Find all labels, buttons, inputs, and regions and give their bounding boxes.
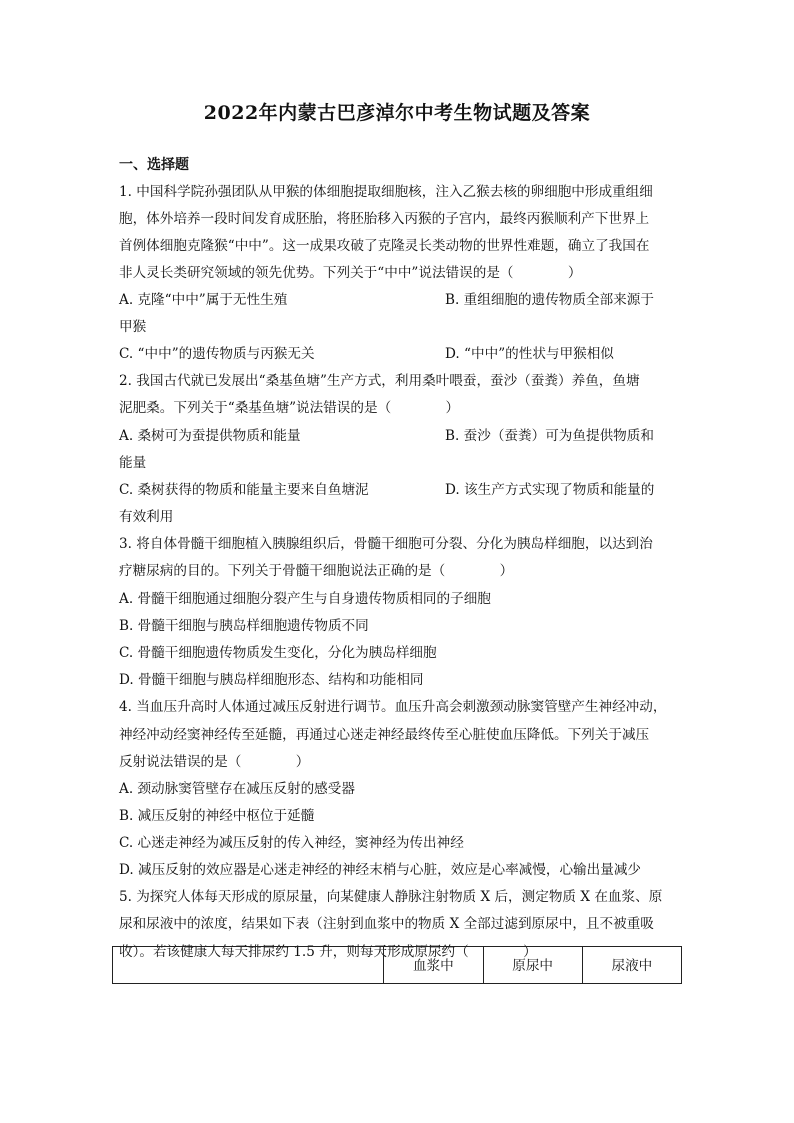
q5-stem-line: 尿和尿液中的浓度，结果如下表（注射到血浆中的物质 X 全部过滤到原尿中，且不被重吸 [119,916,654,932]
table-header-cell [113,947,384,984]
q2-stem-line: 泥肥桑。下列关于“桑基鱼塘”说法错误的是（ ） [119,400,460,416]
q4-stem-line: 神经冲动经窦神经传至延髓，再通过心迷走神经最终传至心脏使血压降低。下列关于减压 [119,727,650,743]
q2-option-d: D. 该生产方式实现了物质和能量的 [445,482,655,498]
section-heading: 一、选择题 [119,157,189,173]
q1-option-a: A. 克隆“中中”属于无性生殖 [119,292,288,308]
q4-stem-line: 反射说法错误的是（ ） [119,754,310,770]
table-header-cell: 尿液中 [582,947,681,984]
q3-option-a: A. 骨髓干细胞通过细胞分裂产生与自身遗传物质相同的子细胞 [119,591,491,607]
q2-stem-line: 2. 我国古代就已发展出“桑基鱼塘”生产方式，利用桑叶喂蚕，蚕沙（蚕粪）养鱼，鱼塘 [119,373,640,389]
q3-stem-line: 3. 将自体骨髓干细胞植入胰腺组织后，骨髓干细胞可分裂、分化为胰岛样细胞，以达到治 [119,536,653,552]
q4-option-b: B. 减压反射的神经中枢位于延髓 [119,808,315,824]
q1-option-b: B. 重组细胞的遗传物质全部来源于 [445,292,654,308]
q4-option-d: D. 减压反射的效应器是心迷走神经的神经末梢与心脏，效应是心率减慢，心输出量减少 [119,862,642,878]
q5-table [112,946,682,984]
table-header-cell: 血浆中 [384,947,483,984]
q1-stem-line: 首例体细胞克隆猴“中中”。这一成果攻破了克隆灵长类动物的世界性难题，确立了我国在 [119,238,650,254]
table-header-cell: 原尿中 [483,947,582,984]
q3-option-b: B. 骨髓干细胞与胰岛样细胞遗传物质不同 [119,618,369,634]
q2-option-c: C. 桑树获得的物质和能量主要来自鱼塘泥 [119,482,369,498]
q5-stem-line: 5. 为探究人体每天形成的原尿量，向某健康人静脉注射物质 X 后，测定物质 X 在血浆、原 [119,889,663,905]
q3-option-c: C. 骨髓干细胞遗传物质发生变化，分化为胰岛样细胞 [119,645,437,661]
table-row [113,947,682,984]
q5-stem-line: 收）。若该健康人每天排尿约 1.5 升，则每天形成原尿约（ ） [119,944,537,960]
q4-stem-line: 4. 当血压升高时人体通过减压反射进行调节。血压升高会刺激颈动脉窦管壁产生神经冲动， [119,699,667,715]
q1-option-c: C. “中中”的遗传物质与丙猴无关 [119,346,315,362]
q4-option-a: A. 颈动脉窦管壁存在减压反射的感受器 [119,781,355,797]
q2-option-b-cont: 能量 [119,455,147,471]
q1-option-b-cont: 甲猴 [119,319,147,335]
q2-option-d-cont: 有效利用 [119,509,174,525]
q1-option-d: D. “中中”的性状与甲猴相似 [445,346,614,362]
q4-option-c: C. 心迷走神经为减压反射的传入神经，窦神经为传出神经 [119,835,464,851]
q3-stem-line: 疗糖尿病的目的。下列关于骨髓干细胞说法正确的是（ ） [119,563,514,579]
q1-stem-line: 1. 中国科学院孙强团队从甲猴的体细胞提取细胞核，注入乙猴去核的卵细胞中形成重组细 [119,184,653,200]
page-title: 2022年内蒙古巴彦淖尔中考生物试题及答案 [203,102,591,124]
q1-stem-line: 非人灵长类研究领域的领先优势。下列关于“中中”说法错误的是（ ） [119,265,582,281]
q1-stem-line: 胞，体外培养一段时间发育成胚胎，将胚胎移入丙猴的子宫内，最终丙猴顺利产下世界上 [119,211,650,227]
q2-option-a: A. 桑树可为蚕提供物质和能量 [119,428,301,444]
q3-option-d: D. 骨髓干细胞与胰岛样细胞形态、结构和功能相同 [119,672,424,688]
q2-option-b: B. 蚕沙（蚕粪）可为鱼提供物质和 [445,428,654,444]
